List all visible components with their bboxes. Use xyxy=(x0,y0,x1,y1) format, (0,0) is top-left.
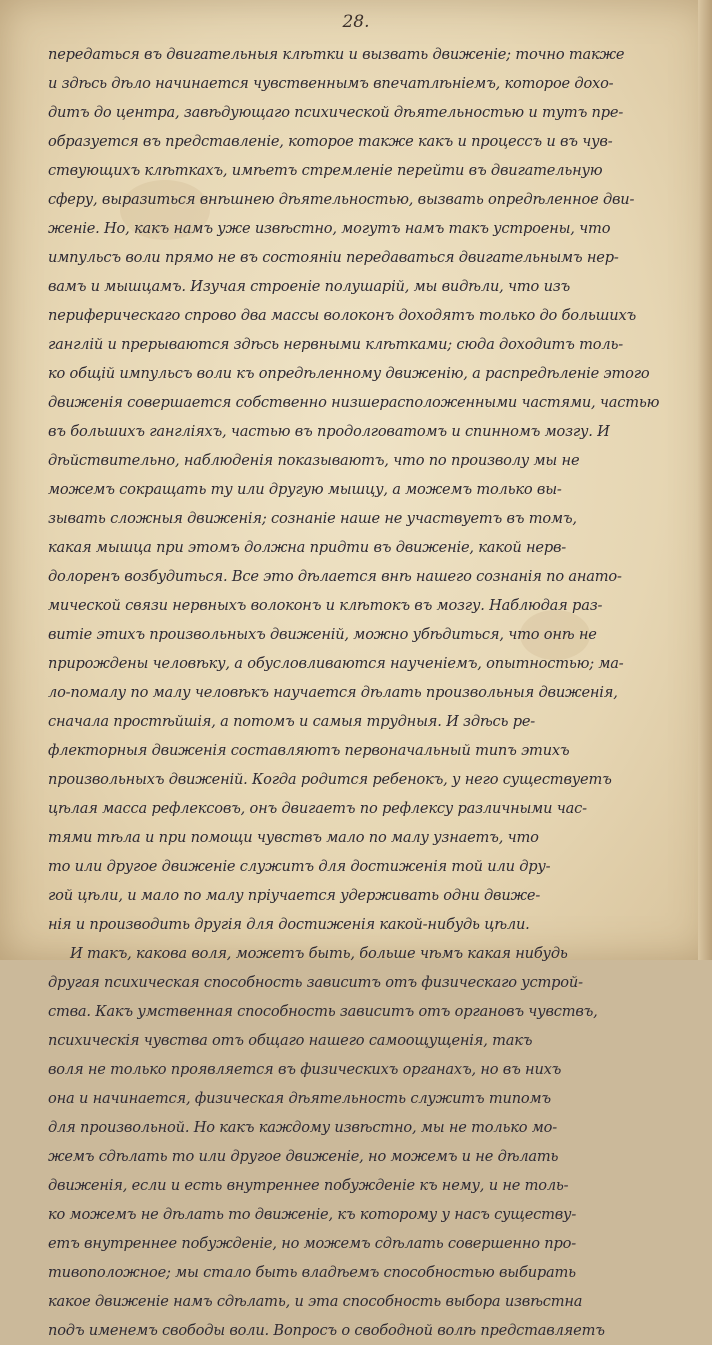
text-line: ства. Какъ умственная способность зависитъ отъ органовъ чувствъ, xyxy=(48,1003,598,1020)
page-edge xyxy=(698,0,712,960)
text-line: движенія, если и есть внутреннее побужденіе къ нему, и не толь- xyxy=(48,1177,569,1194)
text-line: въ большихъ гангліяхъ, частью въ продолговатомъ и спинномъ мозгу. И xyxy=(48,423,610,440)
text-line: она и начинается, физическая дѣятельность служитъ типомъ xyxy=(48,1090,551,1107)
text-line: прирождены человѣку, а обусловливаются наученіемъ, опытностью; ма- xyxy=(48,655,624,672)
text-line: вамъ и мышцамъ. Изучая строеніе полушарій, мы видѣли, что изъ xyxy=(48,278,571,295)
text-line: другая психическая способность зависитъ отъ физическаго устрой- xyxy=(48,974,583,991)
text-line: можемъ сокращать ту или другую мышцу, а можемъ только вы- xyxy=(48,481,562,498)
text-line: периферическаго спрово два массы волоконъ доходятъ только до большихъ xyxy=(48,307,637,324)
text-line: витіе этихъ произвольныхъ движеній, можно убѣдиться, что онѣ не xyxy=(48,626,597,643)
text-line: зывать сложныя движенія; сознаніе наше не участвуетъ въ томъ, xyxy=(48,510,577,527)
text-line: то или другое движеніе служитъ для достиженія той или дру- xyxy=(48,858,551,875)
page-number: 28. xyxy=(342,12,370,32)
text-line: женіе. Но, какъ намъ уже извѣстно, могутъ намъ такъ устроены, что xyxy=(48,220,611,237)
text-line: ло-помалу по малу человѣкъ научается дѣлать произвольныя движенія, xyxy=(48,684,618,701)
text-line: ганглій и прерываются здѣсь нервными клѣтками; сюда доходитъ толь- xyxy=(48,336,623,353)
text-line: сначала простѣйшія, а потомъ и самыя трудныя. И здѣсь ре- xyxy=(48,713,536,730)
text-line: цѣлая масса рефлексовъ, онъ двигаетъ по рефлексу различными час- xyxy=(48,800,587,817)
text-line: жемъ сдѣлать то или другое движеніе, но можемъ и не дѣлать xyxy=(48,1148,559,1165)
text-line: тивоположное; мы стало быть владѣемъ способностью выбирать xyxy=(48,1264,576,1281)
text-line: ко общій импульсъ воли къ опредѣленному движенію, а распредѣленіе этого xyxy=(48,365,650,382)
text-line: какая мышца при этомъ должна придти въ движеніе, какой нерв- xyxy=(48,539,567,556)
text-line: тями тѣла и при помощи чувствъ мало по малу узнаетъ, что xyxy=(48,829,539,846)
text-line: долоренъ возбудиться. Все это дѣлается внѣ нашего сознанія по анато- xyxy=(48,568,622,585)
text-line: образуется въ представленіе, которое также какъ и процессъ и въ чув- xyxy=(48,133,613,150)
handwritten-text-body xyxy=(48,40,694,1345)
text-line: какое движеніе намъ сдѣлать, и эта способность выбора извѣстна xyxy=(48,1293,583,1310)
text-line: движенія совершается собственно низшерасположенными частями, частью xyxy=(48,394,660,411)
text-line: психическія чувства отъ общаго нашего самоощущенія, такъ xyxy=(48,1032,533,1049)
text-line: для произвольной. Но какъ каждому извѣстно, мы не только мо- xyxy=(48,1119,557,1136)
text-line: флекторныя движенія составляютъ первоначальный типъ этихъ xyxy=(48,742,570,759)
text-line: воля не только проявляется въ физическихъ органахъ, но въ нихъ xyxy=(48,1061,562,1078)
text-line: мической связи нервныхъ волоконъ и клѣтокъ въ мозгу. Наблюдая раз- xyxy=(48,597,603,614)
text-line: дитъ до центра, завѣдующаго психической дѣятельностью и тутъ пре- xyxy=(48,104,624,121)
text-line: И такъ, какова воля, можетъ быть, больше чѣмъ какая нибудь xyxy=(70,945,568,962)
text-line: сферу, выразиться внѣшнею дѣятельностью, вызвать опредѣленное дви- xyxy=(48,191,635,208)
text-line: и здѣсь дѣло начинается чувственнымъ впечатлѣніемъ, которое дохо- xyxy=(48,75,614,92)
text-line: ствующихъ клѣткахъ, имѣетъ стремленіе перейти въ двигательную xyxy=(48,162,603,179)
text-line: дѣйствительно, наблюденія показываютъ, что по произволу мы не xyxy=(48,452,580,469)
text-line: передаться въ двигательныя клѣтки и вызвать движеніе; точно также xyxy=(48,46,625,63)
text-line: гой цѣли, и мало по малу пріучается удерживать одни движе- xyxy=(48,887,541,904)
text-line: произвольныхъ движеній. Когда родится ребенокъ, у него существуетъ xyxy=(48,771,612,788)
text-line: нія и производить другія для достиженія какой-нибудь цѣли. xyxy=(48,916,530,933)
text-line: етъ внутреннее побужденіе, но можемъ сдѣлать совершенно про- xyxy=(48,1235,576,1252)
text-line: ко можемъ не дѣлать то движеніе, къ которому у насъ существу- xyxy=(48,1206,577,1223)
text-line: импульсъ воли прямо не въ состояніи передаваться двигательнымъ нер- xyxy=(48,249,619,266)
text-line: подъ именемъ свободы воли. Вопросъ о свободной волѣ представляетъ xyxy=(48,1322,605,1339)
